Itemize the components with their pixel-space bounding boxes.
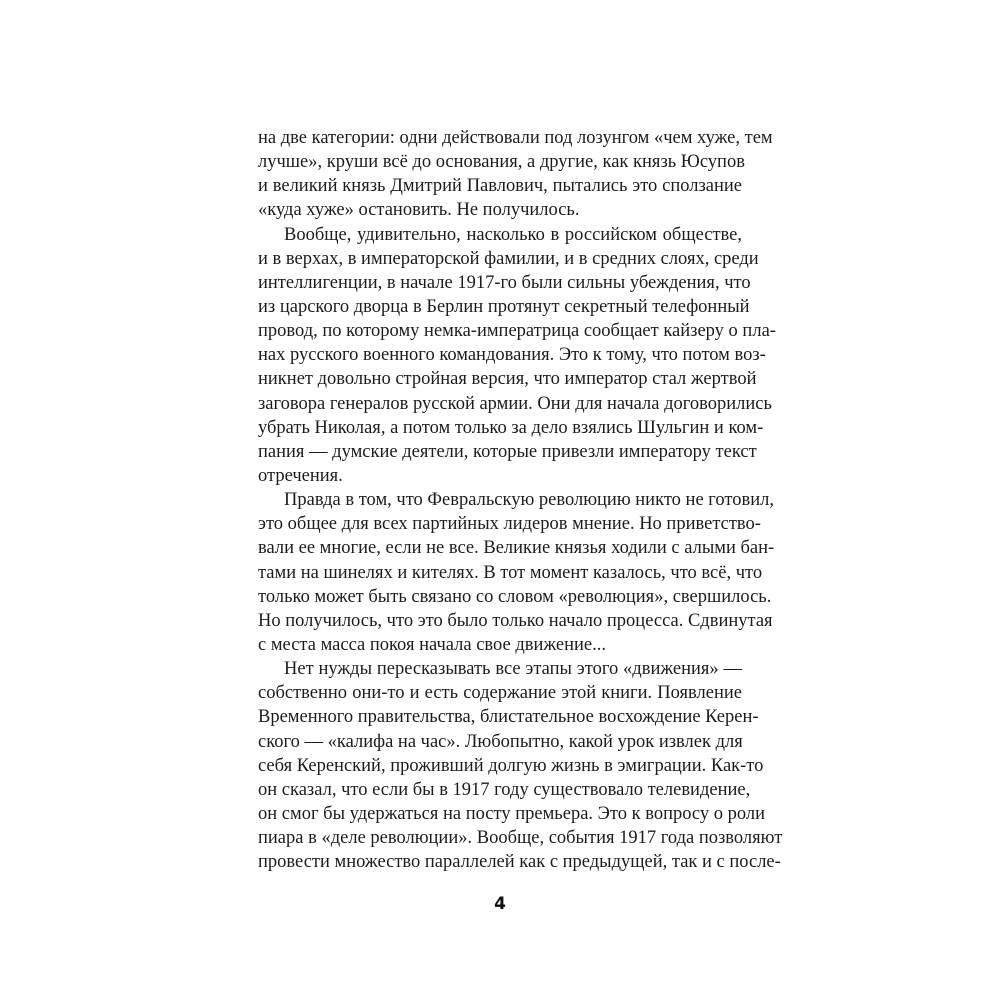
- page-number: 4: [494, 894, 506, 914]
- text-line: это общее для всех партийных лидеров мнение. Но приветство-: [258, 514, 761, 535]
- text-line: Нет нужды пересказывать все этапы этого «движения» —: [284, 659, 742, 680]
- paragraph: [258, 488, 775, 657]
- text-line: провести множество параллелей как с предыдущей, так и с после-: [258, 852, 781, 873]
- paragraph: [258, 126, 773, 223]
- paragraph: [258, 657, 783, 874]
- text-line: пиара в «деле революции». Вообще, события 1917 года позволяют: [258, 828, 783, 849]
- text-line: интеллигенции, в начале 1917-го были сильны убеждения, что: [258, 272, 751, 293]
- text-line: на две категории: одни действовали под лозунгом «чем хуже, тем: [258, 128, 773, 148]
- text-line: из царского дворца в Берлин протянут секретный телефонный: [258, 296, 750, 317]
- text-line: он смог бы удержаться на посту премьера. Это к вопросу о роли: [258, 803, 766, 824]
- text-line: тами на шинелях и кителях. В тот момент казалось, что всё, что: [258, 562, 763, 583]
- text-line: никнет довольно стройная версия, что император стал жертвой: [258, 369, 757, 390]
- text-line: ского — «калифа на час». Любопытно, какой урок извлек для: [258, 731, 743, 752]
- text-line: он сказал, что если бы в 1917 году существовало телевидение,: [258, 779, 751, 800]
- text-line: заговора генералов русской армии. Они для начала договорились: [258, 393, 772, 414]
- text-line: Вообще, удивительно, насколько в российском обществе,: [284, 224, 742, 245]
- text-line: провод, по которому немка-императрица сообщает кайзеру о пла-: [258, 321, 776, 342]
- text-line: себя Керенский, проживший долгую жизнь в эмиграции. Как-то: [258, 755, 764, 776]
- text-line: пания — думские деятели, которые привезли императору текст: [258, 441, 757, 462]
- text-line: собственно они-то и есть содержание этой книги. Появление: [258, 683, 742, 704]
- text-line: Временного правительства, блистательное восхождение Керен-: [258, 707, 759, 728]
- text-line: убрать Николая, а потом только за дело взялись Шульгин и ком-: [258, 417, 764, 438]
- text-line: лучше», круши всё до основания, а другие, как князь Юсупов: [258, 152, 745, 173]
- text-line: Но получилось, что это было только начало процесса. Сдвинутая: [258, 610, 773, 631]
- text-line: и в верхах, в императорской фамилии, и в средних слоях, среди: [258, 248, 759, 269]
- text-line: только может быть связано со словом «революция», свершилось.: [258, 586, 772, 607]
- text-line: и великий князь Дмитрий Павлович, пытались это сползание: [258, 176, 742, 197]
- text-line: с места масса покоя начала свое движение...: [258, 634, 607, 655]
- text-line: нах русского военного командования. Это к тому, что потом воз-: [258, 345, 766, 366]
- text-line: вали ее многие, если не все. Великие князья ходили с алыми бан-: [258, 538, 775, 559]
- text-line: «куда хуже» остановить. Не получилось.: [258, 200, 580, 221]
- text-line: Правда в том, что Февральскую революцию никто не готовил,: [284, 490, 774, 511]
- paragraph: [258, 223, 776, 489]
- text-line: отречения.: [258, 465, 343, 486]
- body-text: [258, 126, 783, 874]
